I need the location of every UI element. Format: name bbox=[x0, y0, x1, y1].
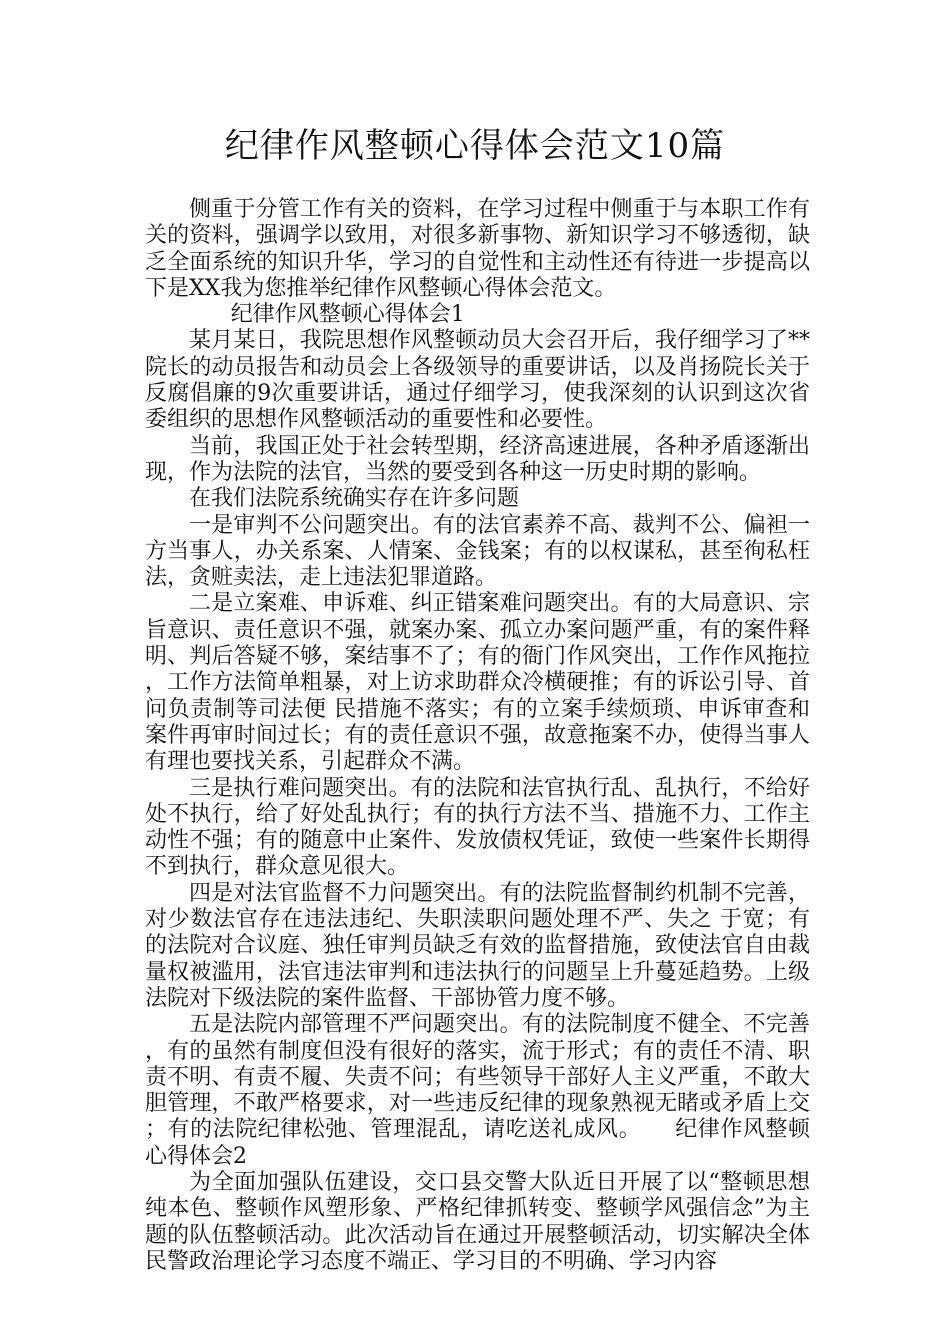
document-body bbox=[145, 197, 810, 1275]
paragraph: 三是执行难问题突出。有的法院和法官执行乱、乱执行，不给好处不执行，给了好处乱执行；有的执行方法不当、措施不力、工作主动性不强；有的随意中止案件、发放债权凭证，致使一些案件长期得不到执行，群众意见很大。 bbox=[145, 775, 810, 880]
paragraph: 为全面加强队伍建设，交口县交警大队近日开展了以“整顿思想纯本色、整顿作风塑形象、严格纪律抓转变、整顿学风强信念”为主题的队伍整顿活动。此次活动旨在通过开展整顿活动，切实解决全体民警政治理论学习态度不端正、学习目的不明确、学习内容 bbox=[145, 1169, 810, 1274]
paragraph: 一是审判不公问题突出。有的法官素养不高、裁判不公、偏袒一方当事人，办关系案、人情案、金钱案；有的以权谋私，甚至徇私枉法，贪赃卖法，走上违法犯罪道路。 bbox=[145, 512, 810, 591]
paragraph: 在我们法院系统确实存在许多问题 bbox=[189, 486, 520, 512]
paragraph: 某月某日，我院思想作风整顿动员大会召开后，我仔细学习了**院长的动员报告和动员会上各级领导的重要讲话，以及肖扬院长关于反腐倡廉的9次重要讲话，通过仔细学习，使我深刻的认识到这次省委组织的思想作风整顿活动的重要性和必要性。 bbox=[145, 328, 810, 433]
paragraph: 当前，我国正处于社会转型期，经济高速进展，各种矛盾逐渐出现，作为法院的法官，当然的要受到各种这一历史时期的影响。 bbox=[145, 433, 810, 485]
section-heading-1: 纪律作风整顿心得体会1 bbox=[230, 302, 465, 328]
paragraph-intro: 侧重于分管工作有关的资料，在学习过程中侧重于与本职工作有关的资料，强调学以致用，对很多新事物、新知识学习不够透彻，缺乏全面系统的知识升华，学习的自觉性和主动性还有待进一步提高以下是XX我为您推举纪律作风整顿心得体会范文。 bbox=[145, 197, 810, 301]
paragraph: 四是对法官监督不力问题突出。有的法院监督制约机制不完善，对少数法官存在违法违纪、失职渎职问题处理不严、失之 于宽；有的法院对合议庭、独任审判员缺乏有效的监督措施，致使法官自由裁量权被滥用，法官违法审判和违法执行的问题呈上升蔓延趋势。上级法院对下级法院的案件监督、干部协管力度不够。 bbox=[145, 880, 810, 1011]
document-title: 纪律作风整顿心得体会范文10篇 bbox=[224, 126, 726, 166]
paragraph: 五是法院内部管理不严问题突出。有的法院制度不健全、不完善，有的虽然有制度但没有很好的落实，流于形式；有的责任不清、职责不明、有责不履、失责不问；有些领导干部好人主义严重，不敢大胆管理，不敢严格要求，对一些违反纪律的现象熟视无睹或矛盾上交；有的法院纪律松弛、管理混乱，请吃送礼成风。 纪律作风整顿心得体会2 bbox=[145, 1012, 810, 1169]
paragraph: 二是立案难、申诉难、纠正错案难问题突出。有的大局意识、宗旨意识、责任意识不强，就案办案、孤立办案问题严重，有的案件释明、判后答疑不够，案结事不了；有的衙门作风突出，工作作风拖拉，工作方法简单粗暴，对上访求助群众冷横硬推；有的诉讼引导、首问负责制等司法便 民措施不落实；有的立案手续烦琐、申诉审查和案件再审时间过长；有的责任意识不强，故意拖案不办，使得当事人有理也要找关系，引起群众不满。 bbox=[145, 591, 810, 775]
